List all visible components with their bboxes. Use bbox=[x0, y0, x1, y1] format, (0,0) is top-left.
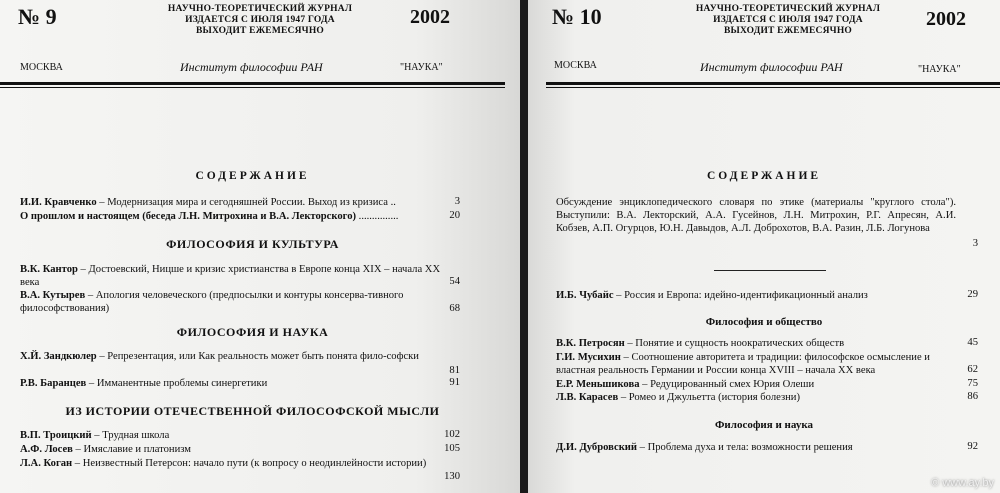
header-rule-thick bbox=[0, 82, 505, 85]
toc-title: – Россия и Европа: идейно-идентификационный анализ bbox=[613, 290, 868, 301]
toc-title: – Апология человеческого (предпосылки и контуры консерва-тивного философствования) bbox=[20, 290, 404, 314]
section-heading: ФИЛОСОФИЯ И НАУКА bbox=[176, 325, 329, 339]
toc-entry bbox=[20, 289, 445, 315]
toc-author: Е.Р. Меньшикова bbox=[556, 379, 640, 390]
toc-title: – Неизвестный Петерсон: начало пути (к вопросу о неодинлейности истории) bbox=[72, 458, 427, 469]
toc-page: 75 bbox=[967, 378, 978, 389]
toc-entry bbox=[20, 377, 430, 390]
toc-entry bbox=[20, 443, 430, 456]
header-line: НАУЧНО-ТЕОРЕТИЧЕСКИЙ ЖУРНАЛ bbox=[695, 4, 881, 14]
toc-title: – Редуцированный смех Юрия Олеши bbox=[639, 379, 815, 390]
toc-page: 130 bbox=[444, 471, 460, 482]
toc-entry bbox=[556, 378, 956, 391]
section-heading: ИЗ ИСТОРИИ ОТЕЧЕСТВЕННОЙ ФИЛОСОФСКОЙ МЫСЛИ bbox=[65, 404, 440, 418]
institute: Институт философии РАН bbox=[700, 60, 843, 74]
toc-title: – Достоевский, Ницше и кризис христианства в Европе конца XIX – начала XX века bbox=[20, 264, 441, 288]
toc-page: 81 bbox=[449, 365, 460, 376]
toc-author: В.К. Кантор bbox=[20, 264, 78, 275]
header-line: ВЫХОДИТ ЕЖЕМЕСЯЧНО bbox=[723, 26, 853, 36]
toc-title: – Имяславие и платонизм bbox=[72, 444, 191, 455]
right-journal-page bbox=[528, 0, 1000, 493]
toc-entry bbox=[556, 441, 956, 454]
toc-entry bbox=[20, 196, 430, 209]
toc-title: – Трудная школа bbox=[91, 430, 170, 441]
issue-number: № 10 bbox=[552, 4, 602, 29]
toc-page: 91 bbox=[449, 377, 460, 388]
toc-author: О прошлом и настоящем (беседа Л.Н. Митрохина и В.А. Лекторского) bbox=[20, 211, 357, 222]
institute: Институт философии РАН bbox=[180, 60, 323, 74]
publisher: "НАУКА" bbox=[400, 62, 443, 73]
toc-title: – Ромео и Джульетта (история болезни) bbox=[618, 392, 800, 403]
header-rule-thin bbox=[546, 87, 1000, 88]
toc-author: Л.В. Карасев bbox=[556, 392, 619, 403]
toc-entry bbox=[556, 337, 956, 350]
issue-year: 2002 bbox=[410, 6, 450, 28]
header-line: ИЗДАЕТСЯ С ИЮЛЯ 1947 ГОДА bbox=[713, 15, 863, 25]
header-line: НАУЧНО-ТЕОРЕТИЧЕСКИЙ ЖУРНАЛ bbox=[167, 4, 353, 14]
toc-page: 3 bbox=[454, 196, 460, 207]
toc-title: – Проблема духа и тела: возможности решения bbox=[637, 442, 853, 453]
separator-line bbox=[714, 270, 826, 271]
watermark: © www.ay.by bbox=[931, 477, 994, 489]
header-line: ИЗДАЕТСЯ С ИЮЛЯ 1947 ГОДА bbox=[185, 15, 335, 25]
toc-entry bbox=[20, 429, 430, 442]
toc-title: Обсуждение энциклопедического словаря по этике (материалы "круглого стола"). Выступили: В.А. Лекторский, А.А. Гусейнов, Л.Н. Митрохин, Р.Г. Апресян, А.И. Кобзев, А.П. Огурцов, Ю.Н. Давыдов, А.Л. Доброхотов, В.А. Разин, Л.Б. Логунова bbox=[556, 197, 956, 234]
header-rule-thin bbox=[0, 87, 505, 88]
toc-author: Д.И. Дубровский bbox=[556, 442, 638, 453]
toc-page: 45 bbox=[967, 337, 978, 348]
contents-title: СОДЕРЖАНИЕ bbox=[706, 170, 822, 182]
toc-entry bbox=[556, 391, 956, 404]
section-heading: Философия и общество bbox=[705, 316, 823, 328]
toc-entry bbox=[556, 289, 956, 302]
issue-year: 2002 bbox=[926, 8, 966, 30]
city: МОСКВА bbox=[20, 62, 63, 73]
city: МОСКВА bbox=[554, 60, 597, 71]
toc-page: 105 bbox=[444, 443, 460, 454]
toc-author: Л.А. Коган bbox=[20, 458, 73, 469]
toc-entry bbox=[20, 457, 445, 470]
toc-author: Х.Й. Зандкюлер bbox=[20, 351, 97, 362]
toc-page: 86 bbox=[967, 391, 978, 402]
journal-header bbox=[130, 4, 390, 37]
toc-title: – Репрезентация, или Как реальность может быть понята фило-софски bbox=[96, 351, 419, 362]
toc-page: 92 bbox=[967, 441, 978, 452]
toc-title: – Имманентные проблемы синергетики bbox=[86, 378, 268, 389]
journal-header bbox=[668, 4, 908, 37]
toc-page: 54 bbox=[449, 276, 460, 287]
toc-entry bbox=[20, 210, 430, 223]
contents-title: СОДЕРЖАНИЕ bbox=[195, 170, 310, 182]
toc-author: В.П. Троицкий bbox=[20, 430, 92, 441]
toc-title: – Модернизация мира и сегодняшней России. Выход из кризиса .. bbox=[96, 197, 396, 208]
toc-entry bbox=[20, 350, 445, 363]
toc-entry bbox=[556, 351, 966, 377]
header-rule-thick bbox=[546, 82, 1000, 85]
toc-title: ............... bbox=[356, 211, 399, 222]
issue-number: № 9 bbox=[18, 4, 57, 29]
toc-author: А.Ф. Лосев bbox=[20, 444, 73, 455]
toc-page: 3 bbox=[972, 238, 978, 249]
section-heading: Философия и наука bbox=[714, 419, 814, 431]
section-heading: ФИЛОСОФИЯ И КУЛЬТУРА bbox=[166, 237, 339, 251]
header-line: ВЫХОДИТ ЕЖЕМЕСЯЧНО bbox=[195, 26, 325, 36]
toc-author: Р.В. Баранцев bbox=[20, 378, 87, 389]
toc-page: 62 bbox=[967, 364, 978, 375]
toc-author: В.К. Петросян bbox=[556, 338, 625, 349]
toc-title: – Соотношение авторитета и традиции: философское осмысление и властная реальность Германии и России конца XVIII – начала XX века bbox=[556, 352, 930, 376]
toc-page: 102 bbox=[444, 429, 460, 440]
publisher: "НАУКА" bbox=[918, 64, 961, 75]
toc-page: 68 bbox=[449, 303, 460, 314]
toc-entry bbox=[20, 263, 445, 289]
toc-page: 29 bbox=[967, 289, 978, 300]
toc-entry bbox=[556, 196, 956, 235]
toc-author: Г.И. Мусихин bbox=[556, 352, 621, 363]
toc-page: 20 bbox=[449, 210, 460, 221]
toc-author: И.И. Кравченко bbox=[20, 197, 97, 208]
toc-author: И.Б. Чубайс bbox=[556, 290, 614, 301]
toc-author: В.А. Кутырев bbox=[20, 290, 86, 301]
toc-title: – Понятие и сущность ноократических обществ bbox=[624, 338, 845, 349]
